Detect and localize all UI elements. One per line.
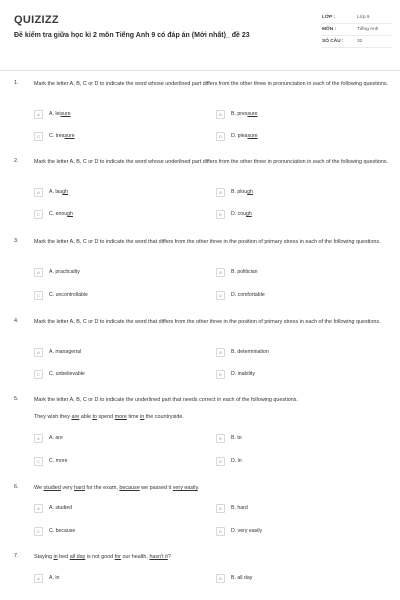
q3-option-b[interactable] — [216, 267, 258, 277]
meta-row-subject — [322, 24, 392, 36]
option-letter-box: B — [216, 348, 225, 357]
sentence-part: bed — [57, 554, 70, 560]
question-number: 5. — [14, 396, 19, 402]
worksheet-header — [0, 0, 400, 71]
option-text: C. trea — [49, 133, 65, 139]
option-text: B. politician — [231, 269, 258, 275]
sentence-underlined: studied — [43, 485, 61, 491]
option-text: A. lei — [49, 111, 61, 117]
question-number: 1. — [14, 80, 19, 86]
option-text: B. to — [231, 435, 242, 441]
option-text: D. in — [231, 458, 242, 464]
sentence-part: spend — [96, 414, 115, 420]
question-text: Mark the letter A, B, C or D to indicate the word whose underlined part differs from the other three in pronunciation in each of the following questions. — [34, 81, 389, 87]
question-sentence — [34, 484, 392, 492]
q4-option-d[interactable] — [216, 369, 255, 379]
q2-option-b[interactable] — [216, 187, 253, 197]
question-number: 4. — [14, 318, 19, 324]
worksheet-title: Đề kiểm tra giữa học kì 2 môn Tiếng Anh 9 có đáp án (Mới nhất)_ đề 23 — [14, 32, 250, 39]
sentence-part: ? — [167, 554, 171, 560]
worksheet-meta — [322, 12, 392, 48]
option-letter-box: A — [34, 504, 43, 513]
q6-option-b[interactable] — [216, 503, 248, 513]
option-letter-box: D — [216, 457, 225, 466]
option-letter-box: C — [34, 291, 43, 300]
q5-option-d[interactable] — [216, 456, 242, 466]
option-text: B. pres — [231, 111, 248, 117]
option-text: B. determination — [231, 349, 269, 355]
question-number: 3. — [14, 238, 19, 244]
option-text: A. practicality — [49, 269, 80, 275]
sentence-underlined: all day — [69, 554, 86, 560]
option-text: C. enou — [49, 211, 68, 217]
option-text: D. comfortable — [231, 292, 265, 298]
question-text: Mark the letter A, B, C or D to indicate the underlined part that needs correct in each of the following questions. — [34, 397, 298, 403]
option-text: A. lau — [49, 189, 63, 195]
q3-option-c[interactable] — [34, 290, 88, 300]
q2-option-d[interactable] — [216, 209, 252, 219]
option-letter-box: C — [34, 210, 43, 219]
option-letter-box: C — [34, 370, 43, 379]
q7-option-b[interactable] — [216, 573, 252, 583]
option-text: A. are — [49, 435, 63, 441]
option-underlined: sure — [64, 133, 75, 139]
option-letter-box: B — [216, 268, 225, 277]
option-letter-box: C — [34, 457, 43, 466]
option-letter-box: A — [34, 348, 43, 357]
option-letter-box: C — [34, 527, 43, 536]
option-text: A. managerial — [49, 349, 82, 355]
option-text: D. plea — [231, 133, 248, 139]
option-underlined: sure — [247, 111, 258, 117]
option-text: C. uncontrollable — [49, 292, 88, 298]
sentence-underlined: hasn't it — [149, 554, 168, 560]
q1-option-d[interactable] — [216, 131, 258, 141]
option-underlined: gh — [67, 211, 73, 217]
q5-option-c[interactable] — [34, 456, 67, 466]
q6-option-d[interactable] — [216, 526, 262, 536]
option-letter-box: D — [216, 527, 225, 536]
sentence-underlined: more — [114, 414, 127, 420]
q4-option-b[interactable] — [216, 347, 269, 357]
question-text: Mark the letter A, B, C or D to indicate the word that differs from the other three in the position of primary stress in each of the following questions. — [34, 239, 381, 245]
sentence-part: . — [197, 485, 200, 491]
q4-option-a[interactable] — [34, 347, 81, 357]
option-text: B. hard — [231, 505, 248, 511]
question-number: 7. — [14, 553, 19, 559]
option-letter-box: D — [216, 291, 225, 300]
q4-option-c[interactable] — [34, 369, 85, 379]
sentence-underlined: to — [92, 414, 97, 420]
q2-option-c[interactable] — [34, 209, 73, 219]
sentence-underlined: hard — [74, 485, 85, 491]
option-letter-box: B — [216, 504, 225, 513]
option-underlined: sure — [60, 111, 71, 117]
question-number: 6. — [14, 484, 19, 490]
meta-row-question-count — [322, 36, 392, 48]
option-text: C. because — [49, 528, 76, 534]
sentence-part: our health, — [120, 554, 150, 560]
option-text: A. in — [49, 575, 60, 581]
q6-option-c[interactable] — [34, 526, 75, 536]
option-letter-box: A — [34, 110, 43, 119]
option-letter-box: C — [34, 132, 43, 141]
q1-option-c[interactable] — [34, 131, 75, 141]
option-letter-box: A — [34, 268, 43, 277]
sentence-part: We — [34, 485, 44, 491]
q1-option-b[interactable] — [216, 109, 258, 119]
sentence-part: we passed it — [139, 485, 173, 491]
option-text: D. cou — [231, 211, 246, 217]
option-text: D. inability — [231, 371, 255, 377]
question-count-value: 32 — [357, 39, 363, 44]
sentence-part: time — [126, 414, 141, 420]
sentence-underlined: very easily — [172, 485, 198, 491]
option-text: B. all day — [231, 575, 253, 581]
option-text: D. very easily — [231, 528, 263, 534]
option-letter-box: A — [34, 434, 43, 443]
q6-option-a[interactable] — [34, 503, 72, 513]
option-letter-box: A — [34, 188, 43, 197]
meta-row-grade — [322, 12, 392, 24]
question-count-label: SỐ CÂU : — [322, 39, 344, 44]
sentence-part: They wish they — [34, 414, 72, 420]
question-text: Mark the letter A, B, C or D to indicate the word that differs from the other three in the position of primary stress in each of the following questions. — [34, 319, 381, 325]
option-letter-box: A — [34, 574, 43, 583]
sentence-underlined: for — [114, 554, 121, 560]
quizizz-logo: QUIZIZZ — [14, 14, 59, 26]
option-underlined: gh — [246, 211, 252, 217]
sentence-underlined: are — [71, 414, 80, 420]
grade-value: Lớp 9 — [357, 15, 370, 20]
option-text: A. studied — [49, 505, 73, 511]
sentence-part: able — [79, 414, 93, 420]
option-letter-box: D — [216, 370, 225, 379]
q7-option-a[interactable] — [34, 573, 59, 583]
subject-label: MÔN : — [322, 27, 337, 32]
sentence-part: the countryside. — [144, 414, 184, 420]
option-letter-box: B — [216, 574, 225, 583]
question-number: 2. — [14, 158, 19, 164]
option-letter-box: B — [216, 110, 225, 119]
q3-option-d[interactable] — [216, 290, 265, 300]
q3-option-a[interactable] — [34, 267, 80, 277]
q2-option-a[interactable] — [34, 187, 68, 197]
option-underlined: sure — [247, 133, 258, 139]
option-letter-box: D — [216, 210, 225, 219]
option-underlined: gh — [62, 189, 69, 195]
sentence-part: is not good — [85, 554, 115, 560]
question-text: Mark the letter A, B, C or D to indicate the word whose underlined part differs from the other three in pronunciation in each of the following questions. — [34, 159, 389, 165]
question-5-sentence — [34, 413, 392, 421]
q1-option-a[interactable] — [34, 109, 71, 119]
q5-option-b[interactable] — [216, 433, 242, 443]
option-text: B. plou — [231, 189, 248, 195]
grade-label: LỚP : — [322, 15, 336, 20]
option-letter-box: B — [216, 434, 225, 443]
option-text: C. more — [49, 458, 68, 464]
option-letter-box: B — [216, 188, 225, 197]
sentence-part: Staying — [34, 554, 54, 560]
option-text: C. unbelievable — [49, 371, 85, 377]
sentence-part: for the exam, — [84, 485, 120, 491]
option-letter-box: D — [216, 132, 225, 141]
question-sentence — [34, 553, 392, 561]
sentence-part: very — [60, 485, 75, 491]
subject-value: Tiếng Anh — [357, 27, 379, 32]
q5-option-a[interactable] — [34, 433, 63, 443]
option-underlined: gh — [247, 189, 253, 195]
sentence-underlined: because — [119, 485, 140, 491]
sentence-underlined: in — [140, 414, 145, 420]
sentence-underlined: in — [53, 554, 58, 560]
